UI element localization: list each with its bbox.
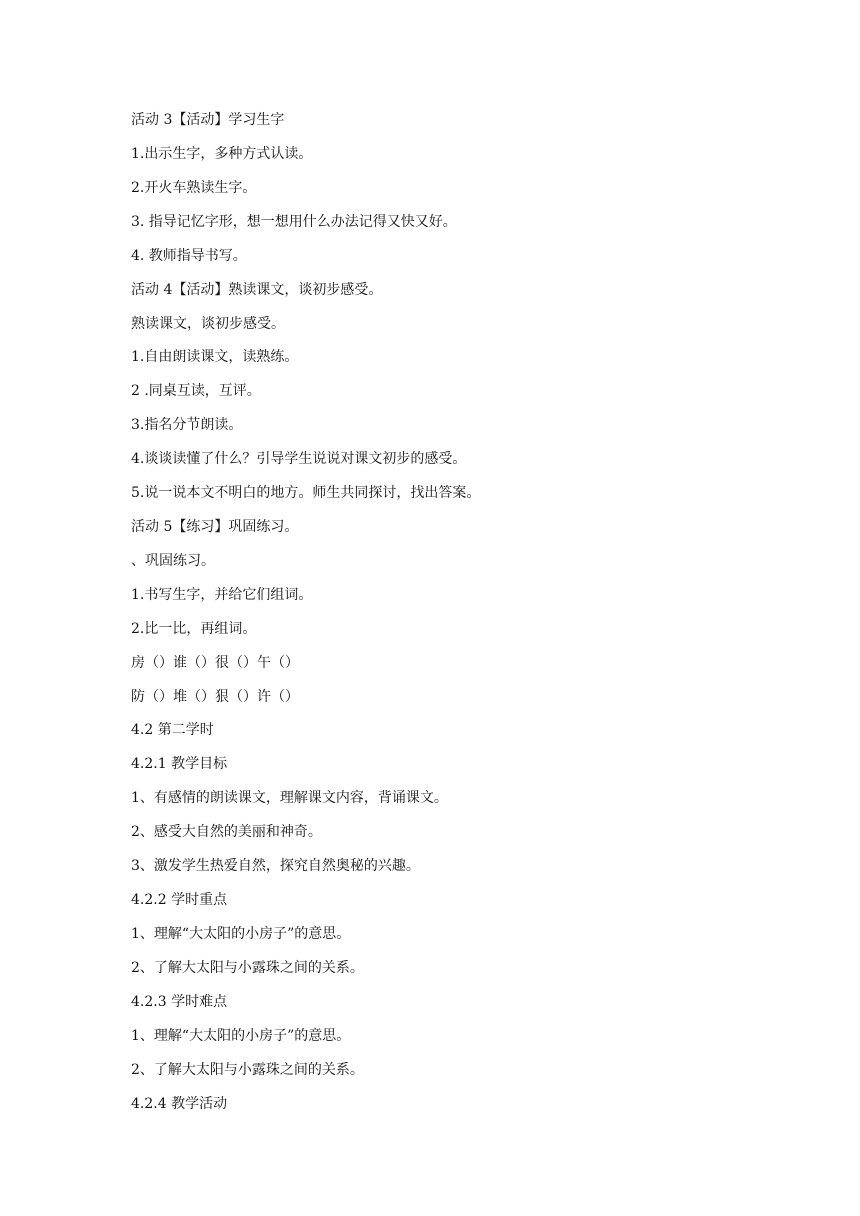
text-line: 1、理解“大太阳的小房子”的意思。 (131, 1028, 351, 1044)
text-line: 3. 指导记忆字形，想一想用什么办法记得又快又好。 (131, 214, 457, 230)
subsection-heading: 4.2.1 教学目标 (131, 756, 228, 772)
text-line: 、巩固练习。 (131, 553, 215, 569)
text-line: 1、理解“大太阳的小房子”的意思。 (131, 926, 351, 942)
text-line: 2 .同桌互读，互评。 (131, 383, 261, 399)
text-line: 2.开火车熟读生字。 (131, 180, 257, 196)
text-line: 4. 教师指导书写。 (131, 248, 247, 264)
text-line: 1.书写生字，并给它们组词。 (131, 587, 313, 603)
text-line: 4.谈谈读懂了什么？引导学生说说对课文初步的感受。 (131, 451, 467, 467)
activity-5-heading: 活动 5【练习】巩固练习。 (131, 519, 299, 535)
subsection-heading: 4.2.3 学时难点 (131, 994, 228, 1010)
text-line: 5.说一说本文不明白的地方。师生共同探讨，找出答案。 (131, 485, 481, 501)
text-line: 2、感受大自然的美丽和神奇。 (131, 824, 322, 840)
activity-4-heading: 活动 4【活动】熟读课文，谈初步感受。 (131, 282, 383, 298)
subsection-heading: 4.2.4 教学活动 (131, 1096, 228, 1112)
text-line: 3.指名分节朗读。 (131, 417, 243, 433)
activity-3-heading: 活动 3【活动】学习生字 (131, 112, 285, 128)
text-line: 3、激发学生热爱自然，探究自然奥秘的兴趣。 (131, 858, 420, 874)
text-line: 2.比一比，再组词。 (131, 621, 257, 637)
section-heading: 4.2 第二学时 (131, 722, 214, 738)
text-line: 2、了解大太阳与小露珠之间的关系。 (131, 1062, 364, 1078)
text-line: 2、了解大太阳与小露珠之间的关系。 (131, 960, 364, 976)
subsection-heading: 4.2.2 学时重点 (131, 892, 228, 908)
text-line: 1.出示生字，多种方式认读。 (131, 146, 313, 162)
text-line: 1、有感情的朗读课文，理解课文内容，背诵课文。 (131, 790, 448, 806)
word-exercise-line: 房（）谁（）很（）午（） (131, 655, 299, 671)
text-line: 1.自由朗读课文，读熟练。 (131, 349, 299, 365)
text-line: 熟读课文，谈初步感受。 (131, 316, 285, 332)
word-exercise-line: 防（）堆（）狠（）许（） (131, 689, 299, 705)
